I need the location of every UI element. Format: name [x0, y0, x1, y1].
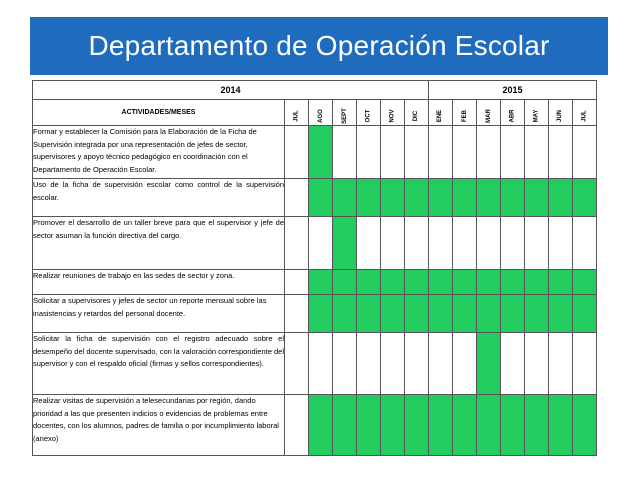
schedule-cell-empty [381, 333, 405, 395]
schedule-cell-active [405, 179, 429, 217]
schedule-cell-active [453, 295, 477, 333]
schedule-cell-empty [357, 126, 381, 179]
schedule-cell-active [549, 395, 573, 456]
schedule-cell-empty [525, 333, 549, 395]
schedule-cell-empty [429, 217, 453, 270]
schedule-cell-empty [285, 395, 309, 456]
schedule-cell-active [333, 395, 357, 456]
schedule-cell-active [501, 395, 525, 456]
schedule-cell-empty [549, 333, 573, 395]
schedule-cell-active [357, 179, 381, 217]
schedule-cell-empty [357, 217, 381, 270]
schedule-cell-active [333, 217, 357, 270]
schedule-cell-active [477, 179, 501, 217]
schedule-cell-active [333, 295, 357, 333]
activities-header: ACTIVIDADES/MESES [33, 100, 285, 126]
schedule-cell-active [453, 270, 477, 295]
month-header [453, 100, 477, 126]
schedule-cell-empty [309, 333, 333, 395]
activity-row [33, 295, 597, 333]
page-title-banner [30, 17, 608, 75]
month-label: FEB [461, 109, 468, 122]
schedule-cell-active [501, 270, 525, 295]
schedule-cell-empty [573, 333, 597, 395]
month-label: MAY [533, 109, 540, 122]
schedule-cell-empty [381, 126, 405, 179]
schedule-cell-active [477, 270, 501, 295]
schedule-cell-active [333, 270, 357, 295]
schedule-cell-empty [285, 126, 309, 179]
schedule-cell-active [309, 270, 333, 295]
schedule-cell-empty [429, 126, 453, 179]
schedule-cell-active [429, 270, 453, 295]
schedule-cell-active [525, 295, 549, 333]
schedule-cell-active [405, 270, 429, 295]
schedule-cell-empty [573, 126, 597, 179]
schedule-cell-empty [501, 217, 525, 270]
month-header [549, 100, 573, 126]
month-label: JUN [557, 109, 564, 122]
schedule-cell-empty [573, 217, 597, 270]
schedule-cell-active [501, 295, 525, 333]
schedule-cell-empty [285, 333, 309, 395]
schedule-cell-empty [525, 217, 549, 270]
month-label: MAR [485, 108, 492, 123]
schedule-cell-active [573, 295, 597, 333]
month-header [357, 100, 381, 126]
schedule-cell-empty [285, 295, 309, 333]
year-2014-header: 2014 [33, 81, 429, 100]
activity-row [33, 217, 597, 270]
schedule-cell-active [309, 179, 333, 217]
activity-description: Realizar reuniones de trabajo en las sedes de sector y zona. [33, 270, 285, 295]
schedule-cell-active [309, 295, 333, 333]
schedule-cell-active [549, 179, 573, 217]
schedule-cell-empty [285, 217, 309, 270]
schedule-cell-empty [453, 126, 477, 179]
schedule-cell-empty [477, 126, 501, 179]
activity-row [33, 333, 597, 395]
schedule-cell-active [381, 179, 405, 217]
schedule-cell-active [549, 295, 573, 333]
schedule-cell-empty [549, 217, 573, 270]
schedule-cell-empty [501, 333, 525, 395]
month-header [477, 100, 501, 126]
schedule-cell-active [381, 395, 405, 456]
month-header [309, 100, 333, 126]
schedule-cell-empty [405, 126, 429, 179]
schedule-cell-empty [405, 333, 429, 395]
month-label: NOV [389, 108, 396, 123]
month-header [525, 100, 549, 126]
year-header-row [33, 81, 597, 100]
activity-description: Realizar visitas de supervisión a telesecundarias por región, dando prioridad a las que presenten indicios o evidencias de problemas entre docentes, con los alumnos, padres de familia o por incumplimiento laboral (anexo) [33, 395, 285, 456]
month-header [405, 100, 429, 126]
month-label: SEPT [341, 107, 348, 124]
schedule-cell-active [429, 395, 453, 456]
schedule-cell-active [477, 395, 501, 456]
month-header [381, 100, 405, 126]
page-title: Departamento de Operación Escolar [88, 30, 550, 61]
activity-row [33, 179, 597, 217]
schedule-cell-active [501, 179, 525, 217]
schedule-cell-empty [285, 179, 309, 217]
schedule-cell-active [525, 179, 549, 217]
month-label: JUL [293, 109, 300, 122]
activity-row [33, 270, 597, 295]
activity-description: Uso de la ficha de supervisión escolar como control de la supervisión escolar. [33, 179, 285, 217]
month-label: OCT [365, 109, 372, 122]
activity-description: Promover el desarrollo de un taller breve para que el supervisor y jefe de sector asuman la función directiva del cargo. [33, 217, 285, 270]
month-header [573, 100, 597, 126]
activity-rows [33, 126, 597, 456]
schedule-cell-active [525, 270, 549, 295]
schedule-cell-empty [501, 126, 525, 179]
month-header-row [33, 100, 597, 126]
schedule-cell-active [405, 395, 429, 456]
activity-description: Solicitar la ficha de supervisión con el registro adecuado sobre el desempeño del docente supervisado, con la valoración correspondiente del supervisor y con el respaldo oficial (firmas y sellos correspondientes). [33, 333, 285, 395]
schedule-cell-active [573, 395, 597, 456]
activity-row [33, 126, 597, 179]
activity-row [33, 395, 597, 456]
schedule-cell-active [453, 395, 477, 456]
schedule-cell-active [357, 395, 381, 456]
schedule-cell-active [453, 179, 477, 217]
schedule-cell-active [357, 270, 381, 295]
schedule-cell-empty [333, 126, 357, 179]
schedule-cell-active [429, 179, 453, 217]
schedule-cell-active [477, 333, 501, 395]
month-label: AGO [317, 108, 324, 123]
schedule-cell-empty [453, 333, 477, 395]
month-header [429, 100, 453, 126]
schedule-cell-active [333, 179, 357, 217]
schedule-cell-active [309, 126, 333, 179]
activity-description: Solicitar a supervisores y jefes de sector un reporte mensual sobre las inasistencias y retardos del personal docente. [33, 295, 285, 333]
schedule-cell-active [525, 395, 549, 456]
month-label: ENE [437, 109, 444, 122]
schedule-cell-empty [429, 333, 453, 395]
schedule-cell-active [357, 295, 381, 333]
schedule-cell-empty [381, 217, 405, 270]
month-label: ABR [509, 109, 516, 122]
schedule-cell-active [477, 295, 501, 333]
year-2015-header: 2015 [429, 81, 597, 100]
schedule-table [32, 80, 597, 456]
schedule-cell-active [309, 395, 333, 456]
schedule-cell-active [381, 295, 405, 333]
schedule-cell-empty [333, 333, 357, 395]
month-label: DIC [413, 110, 420, 121]
schedule-cell-empty [357, 333, 381, 395]
schedule-cell-active [573, 179, 597, 217]
schedule-cell-empty [405, 217, 429, 270]
schedule-cell-empty [453, 217, 477, 270]
schedule-cell-empty [309, 217, 333, 270]
schedule-cell-empty [549, 126, 573, 179]
month-label: JUL [581, 109, 588, 122]
month-header [501, 100, 525, 126]
schedule-cell-empty [477, 217, 501, 270]
schedule-cell-empty [525, 126, 549, 179]
schedule-cell-active [429, 295, 453, 333]
schedule-cell-empty [285, 270, 309, 295]
schedule-cell-active [405, 295, 429, 333]
month-header [285, 100, 309, 126]
schedule-cell-active [381, 270, 405, 295]
schedule-cell-active [573, 270, 597, 295]
activity-description: Formar y establecer la Comisión para la Elaboración de la Ficha de Supervisión integrada por una representación de jefes de sector, supervisores y apoyo técnico pedagógico en coordinación con el Departamento de Operación Escolar. [33, 126, 285, 179]
month-header [333, 100, 357, 126]
schedule-cell-active [549, 270, 573, 295]
